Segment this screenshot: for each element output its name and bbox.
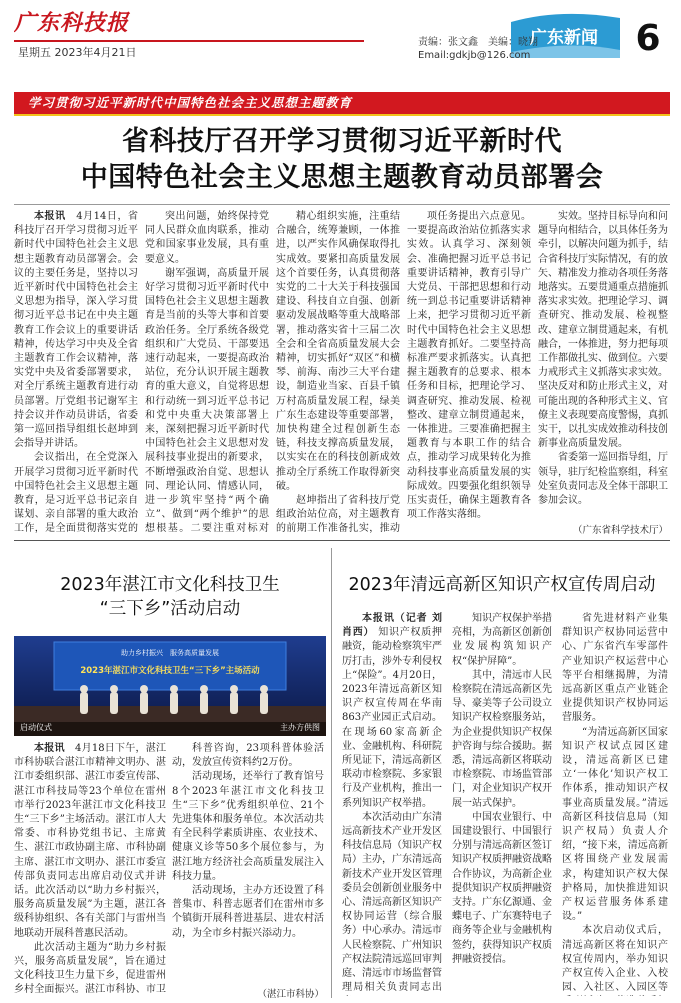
email-line: Email:gdkjb@126.com [418, 50, 531, 61]
paragraph: 其中，清远市人民检察院在清远高新区先导、豪美等子公司设立知识产权检察服务站，为企业提供知识产权保护咨询与综合援助。据悉，清远高新区将联动市检察院、市场监管部门，对企业知识产权开展一站式保护。 [452, 669, 552, 809]
zhanjiang-column-2 [172, 742, 324, 986]
paragraph: 赵坤指出了省科技厅党组政治站位高，对主题教育的前期工作准备扎实，推动 [276, 495, 400, 535]
lead-tag: 本报讯 [34, 743, 65, 754]
paragraph: 本次启动仪式后，清远高新区将在知识产权宣传周内，举办知识产权宣传入企业、入校园、入社区、入园区等 [562, 925, 668, 994]
section-divider [14, 540, 670, 541]
lead-tag: 本报讯 [34, 211, 66, 222]
paragraph: 精心组织实施，注重结合融合，统筹兼顾，一体推进，以严实作风确保取得扎实成效。要紧扣高质量发展这个首要任务，认真贯彻落实党的二十大关于科技强国建设、科技自立自强、创新驱动发展战略等重大战略部署，推动落实省十三届二次全会和全省高质量发展大会精神，切实抓好“双区”和横琴、前海、南沙三大平台建设，制造业当家、百县千镇万村高质量发展工程，绿美广东生态建设等重要部署，加快构建全过程创新生态链，科技支撑高质量发展，以实实在在的科技创新成效推动全厅系统工作取得新突破。 [276, 211, 400, 492]
paragraph: 谢军强调，高质量开展好学习贯彻习近平新时代中国特色社会主义思想主题教育是当前的头等大事和首要政治任务。全厅系统各级党组织和广大党员、干部要迅速行动起来，一要提高政治站位，充分认识开展主题教育的重大意义，自觉将思想和行动统一到习近平总书记和党中央重大决策部署上来，深刻把握习近平新时代中国特色社会主义思想对发展科技事业提出的新要求，不断增强政治自觉、思想认同、理论认同、情感认同，进一步筑牢坚持“两个确立”、做到“两个维护”的思想根基。二要注重对标对 [145, 267, 269, 535]
lead-tag: 本报讯（记者 刘肖西） [342, 613, 442, 639]
photo-screen-line-1: 助力乡村振兴 服务高质量发展 [121, 649, 219, 657]
paragraph: 突出问题，始终保持党同人民群众血肉联系，推动党和国家事业发展，具有重要意义。 [145, 211, 269, 265]
masthead-rule [14, 40, 364, 42]
paragraph: 会议指出，在全党深入开展学习贯彻习近平新时代中国特色社会主义思想主题教育，是习近平总书记亲自谋划、亲自部署的重大政治工作，是全面贯彻落实党的 [14, 452, 138, 535]
main-headline-line-2: 中国特色社会主义思想主题教育动员部署会 [80, 162, 604, 193]
zhanjiang-credit: （湛江市科协） [257, 989, 324, 1000]
qingyuan-column-1 [342, 612, 442, 996]
qingyuan-column-3 [562, 612, 668, 996]
main-article-column-3 [276, 210, 400, 536]
paragraph: 此次活动主题为“助力乡村振兴，服务高质量发展”，旨在通过文化科技卫生力量下乡，促进雷州乡村全面振兴。湛江市科协、市卫 [14, 941, 166, 996]
banner-text: 学习贯彻习近平新时代中国特色社会主义思想主题教育 [28, 95, 353, 110]
paragraph: 中国农业银行、中国建设银行、中国银行分别与清远高新区签订知识产权质押融资战略合作协议，为高新企业提供知识产权质押融资支持。广东亿源通、金蝶电子、广东赛特电子商务等企业与金融机构签约，获得知识产权质押融资授信。 [452, 811, 552, 965]
paragraph: 实效。坚持目标导向和问题导向相结合，以具体任务为牵引，以解决问题为抓手，结合省科技厅实际情况，有的放矢、精准发力推动各项任务落地落实。五要贯通重点措施抓落实求实效。把理论学习、调查研究、推动发展、检视整改、建章立制贯通起来，有机融合，一体推进，努力把每项工作都做扎实、做到位。六要力戒形式主义抓落实求实效。坚决反对和防止形式主义，对可能出现的各种形式主义、官僚主义表现要高度警惕，真抓实干，以扎实成效推动科技创新事业高质量发展。 [538, 211, 668, 450]
zhanjiang-column-1 [14, 742, 166, 998]
paragraph: 科普咨询，23项科普体验活动，发放宣传资料约2万份。 [172, 743, 324, 769]
publication-date: 星期五 2023年4月21日 [18, 46, 137, 59]
qingyuan-headline: 2023年清远高新区知识产权宣传周启动 [348, 575, 656, 595]
main-headline-line-1: 省科技厅召开学习贯彻习近平新时代 [122, 126, 562, 157]
photo-screen-line-2: 2023年湛江市文化科技卫生“三下乡”主场活动 [80, 666, 260, 676]
main-article-column-2 [145, 210, 269, 536]
zhanjiang-headline-line-1: 2023年湛江市文化科技卫生 [60, 575, 280, 595]
main-article-credit: （广东省科学技术厅） [572, 525, 668, 536]
photo-caption-right: 主办方供图 [280, 723, 320, 732]
newspaper-logo: 广东科技报 [14, 11, 130, 36]
paragraph: 省委第一巡回指导组，厅领导，驻厅纪检监察组，科室处室负责同志及全体干部职工参加会议。 [538, 452, 668, 507]
zhanjiang-headline-line-2: “三下乡”活动启动 [99, 599, 241, 619]
section-label: 广东新闻 [530, 28, 598, 48]
event-photo [14, 636, 326, 736]
paragraph: 4月18日下午，湛江市科协联合湛江市精神文明办、湛江市委组织部、湛江市委宣传部、湛江市科技局等23个单位在雷州市举行2023年湛江市文化科技卫生“三下乡”主场活动。湛江市人大常委、市科协党组书记、主席黄生、湛江市政协副主席、市科协副主席、湛江市文明办、湛江市委宣传部负责同志出席启动仪式并讲话。此次活动以“助力乡村振兴，服务高质量发展”为主题，湛江各级科协组织、各有关部门与雷州当地联动开展科普惠民活动。 [14, 743, 166, 939]
photo-screen-text [54, 648, 286, 676]
paragraph: 活动现场，主办方还设置了科普集市、科普志愿者们在雷州市多个镇街开展科普进基层、进农村活动，为全市乡村振兴添动力。 [172, 885, 324, 939]
main-headline [14, 124, 670, 196]
qingyuan-column-2 [452, 612, 552, 996]
paragraph: 知识产权保护举措亮相，为高新区创新创业发展构筑知识产权“保护屏障”。 [452, 613, 552, 667]
page-number: 6 [635, 18, 661, 59]
headline-rule [14, 204, 670, 205]
main-article-column-1 [14, 210, 138, 536]
column-divider [331, 548, 332, 998]
paragraph: 活动现场，还举行了教育馆号8个2023年湛江市文化科技卫生“三下乡”优秀组织单位、21个先进集体和服务单位。本次活动共有全民科学素质讲座、农业技术、健康义诊等50多个展位参与，为湛江地方经济社会高质量发展注入科技力量。 [172, 771, 324, 882]
paragraph: 项任务提出六点意见。一要提高政治站位抓落实求实效。认真学习、深刻领会、准确把握习近平总书记重要讲话精神，教育引导广大党员、干部把思想和行动统一到总书记重要讲话精神上来，把学习贯彻习近平新时代中国特色社会主义思想主题教育抓好。二要坚持高标准严要求抓落实。认真把握主题教育的总要求、根本任务和目标，把理论学习、调查研究、推动发展、检视整改、建章立制贯通起来，一体推进。三要准确把握主题教育与本职工作的结合点，推动学习成果转化为推动科技事业高质量发展的实际成效。四要强化组织领导压实责任，确保主题教育各项工作落实落细。 [407, 211, 531, 521]
banner-stripe [14, 114, 670, 116]
main-article-column-4 [407, 210, 531, 536]
editor-line: 责编：张文鑫 美编：晓翔 [418, 37, 538, 48]
paragraph: 本次活动由广东清远高新技术产业开发区科技信息局（知识产权局）主办，广东清远高新技术产业开发区管理委员会创新创业服务中心、清远高新区知识产权协同运营（综合服务）中心承办。清远市人民检察院、广州知识产权法院清远巡回审判庭、清远市市场监督管理局相关负责同志出 [342, 811, 442, 994]
paragraph: 省先进材料产业集群知识产权协同运营中心、广东省汽车零部件产业知识产权运营中心等平台相继揭牌，为清远高新区重点产业链企业提供知识产权协同运营服务。 [562, 613, 668, 724]
paragraph: 知识产权质押融资，能动检察筑牢严厉打击，涉外专利侵权上“保险”。4月20日，2023年清远高新区知识产权宣传周在华南863产业园正式启动。在现场60家高新企业、金融机构、科研院所见证下，清远高新区联动市检察院、多家银行及产业机构，推出一系列知识产权举措。 [342, 627, 442, 809]
zhanjiang-headline [14, 573, 326, 621]
main-article-column-5 [538, 210, 668, 522]
photo-caption-left: 启动仪式 [20, 723, 52, 732]
paragraph: 4月14日，省科技厅召开学习贯彻习近平新时代中国特色社会主义思想主题教育动员部署会。会议的主要任务是，坚持以习近平新时代中国特色社会主义思想为指导，深入学习贯彻习近平总书记在中央主题教育工作会议上的重要讲话精神，传达学习中央及全省主题教育工作会议精神，落实党中央及省委部署要求，对全厅系统主题教育进行动员部署。厅党组书记谢军主持会议并作动员讲话，省委第一巡回指导组组长赵坤到会指导并讲话。 [14, 211, 138, 450]
paragraph: “为清远高新区国家知识产权试点园区建设，清远高新区已建立‘一体化’知识产权工作体系，推动知识产权事业高质量发展。”清远高新区科技信息局（知识产权局）负责人介绍，“接下来，清远高新区将围绕产业发展需求，构建知识产权大保护格局，加快推进知识产权运营服务体系建设。” [562, 726, 668, 923]
